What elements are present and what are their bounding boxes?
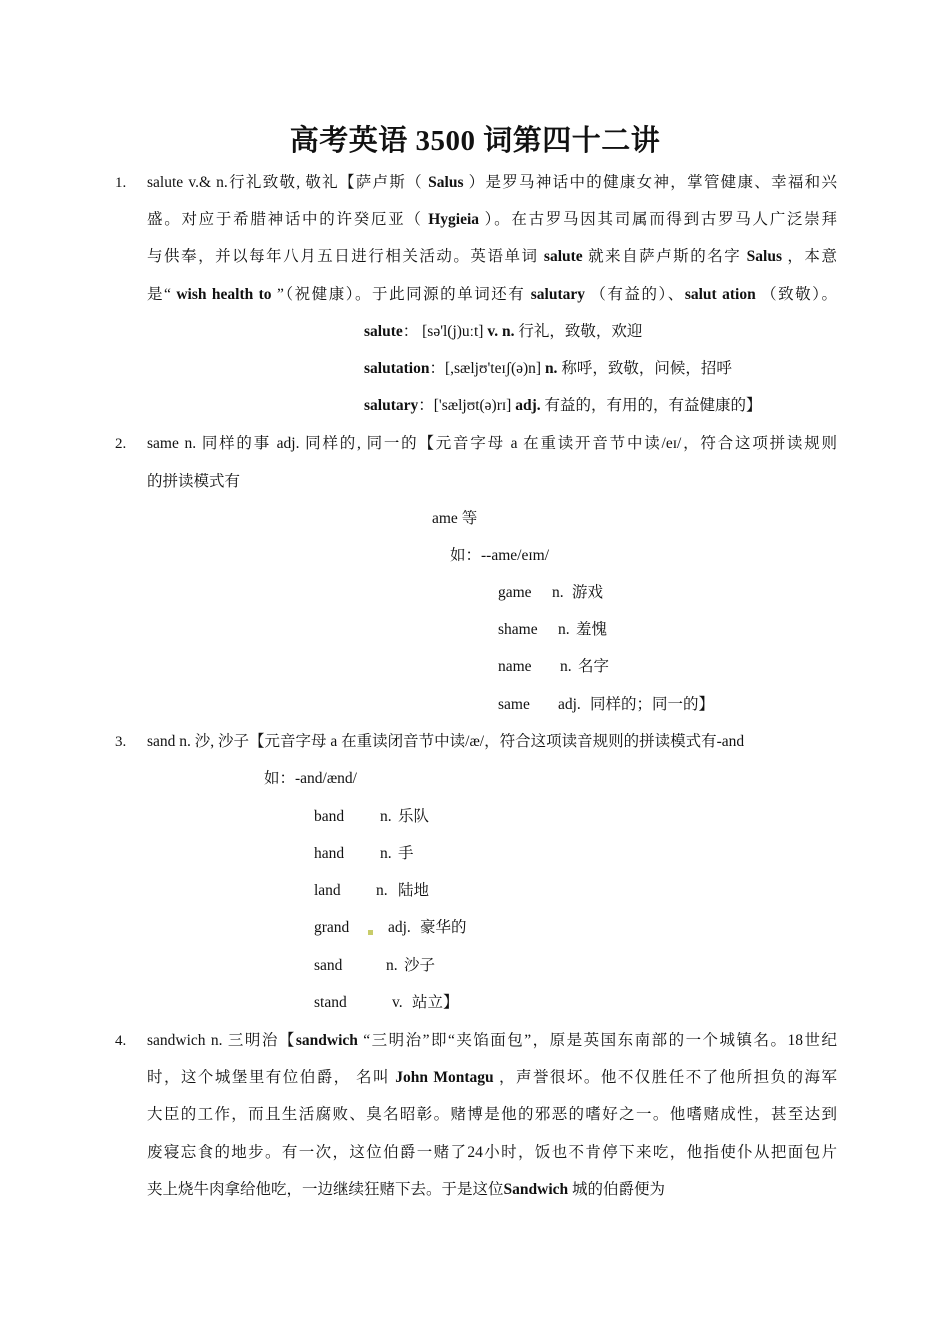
page-title: 高考英语 3500 词第四十二讲 <box>289 125 661 157</box>
entry-1-line-1: salute v.& n.行礼致敬, 敬礼【萨卢斯（ Salus ）是罗马神话中的健康女神，掌管健康、幸福和兴 <box>147 174 837 191</box>
entry-1-line-2: 盛。对应于希腊神话中的许癸厄亚（ Hygieia ）。在古罗马因其司属而得到古罗马人广泛崇拜 <box>147 211 837 228</box>
word-row: name n. 名字 <box>498 658 610 675</box>
entry-4-line-1: sandwich n. 三明治【sandwich “三明治”即“夹馅面包”，原是英国东南部的一个城镇名。18世纪 <box>147 1032 837 1049</box>
entry-3-line-1: sand n. 沙, 沙子【元音字母 a 在重读闭音节中读/æ/，符合这项读音规则的拼读模式有-and <box>147 733 745 750</box>
entry-2-example: 如：--ame/eɪm/ <box>450 547 549 564</box>
entry-1-line-3: 与供奉，并以每年八月五日进行相关活动。英语单词 salute 就来自萨卢斯的名字 Salus ，本意 <box>147 248 837 265</box>
word-salute: salute： [sə'l(j)uːt] v. n. 行礼，致敬，欢迎 <box>364 323 643 340</box>
entry-number: 3. <box>115 734 127 750</box>
word-row: hand n. 手 <box>314 845 414 862</box>
entry-2-pattern: ame 等 <box>432 510 478 527</box>
entry-2-line-1: same n. 同样的事 adj. 同样的, 同一的【元音字母 a 在重读开音节中读/eɪ/，符合这项拼读规则 <box>147 435 837 452</box>
stray-mark <box>368 930 373 935</box>
entry-1-line-4: 是“ wish health to ”（祝健康）。于此同源的单词还有 salutary （有益的）、salut ation （致敬）。 <box>147 286 837 303</box>
entry-2-line-2: 的拼读模式有 <box>147 473 241 490</box>
word-row: band n. 乐队 <box>314 808 430 825</box>
entry-3-example: 如：-and/ænd/ <box>264 770 357 787</box>
word-row: shame n. 羞愧 <box>498 621 608 638</box>
entry-4-line-4: 废寝忘食的地步。有一次，这位伯爵一赌了24小时，饭也不肯停下来吃，他指使仆从把面包片 <box>147 1144 837 1161</box>
word-row: grand adj. 豪华的 <box>314 919 467 936</box>
entry-4-line-2: 时，这个城堡里有位伯爵， 名叫 John Montagu ，声誉很坏。他不仅胜任不了他所担负的海军 <box>147 1069 837 1086</box>
word-row: sand n. 沙子 <box>314 957 436 974</box>
word-row: land n. 陆地 <box>314 882 430 899</box>
entry-number: 4. <box>115 1033 127 1049</box>
word-salutation: salutation：[,sæljʊ'teɪʃ(ə)n] n. 称呼，致敬，问候，招呼 <box>364 360 732 377</box>
entry-number: 1. <box>115 175 127 191</box>
word-row: game n. 游戏 <box>498 584 604 601</box>
entry-4-line-3: 大臣的工作，而且生活腐败、臭名昭彰。赌博是他的邪恶的嗜好之一。他嗜赌成性，甚至达到 <box>147 1106 837 1123</box>
word-row: same adj. 同样的；同一的】 <box>498 696 715 713</box>
entry-4-line-5: 夹上烧牛肉拿给他吃，一边继续狂赌下去。于是这位Sandwich 城的伯爵便为 <box>147 1181 666 1198</box>
word-salutary: salutary：['sæljʊt(ə)rɪ] adj. 有益的，有用的，有益健康的】 <box>364 397 762 414</box>
word-row: stand v. 站立】 <box>314 994 459 1011</box>
entry-number: 2. <box>115 436 127 452</box>
